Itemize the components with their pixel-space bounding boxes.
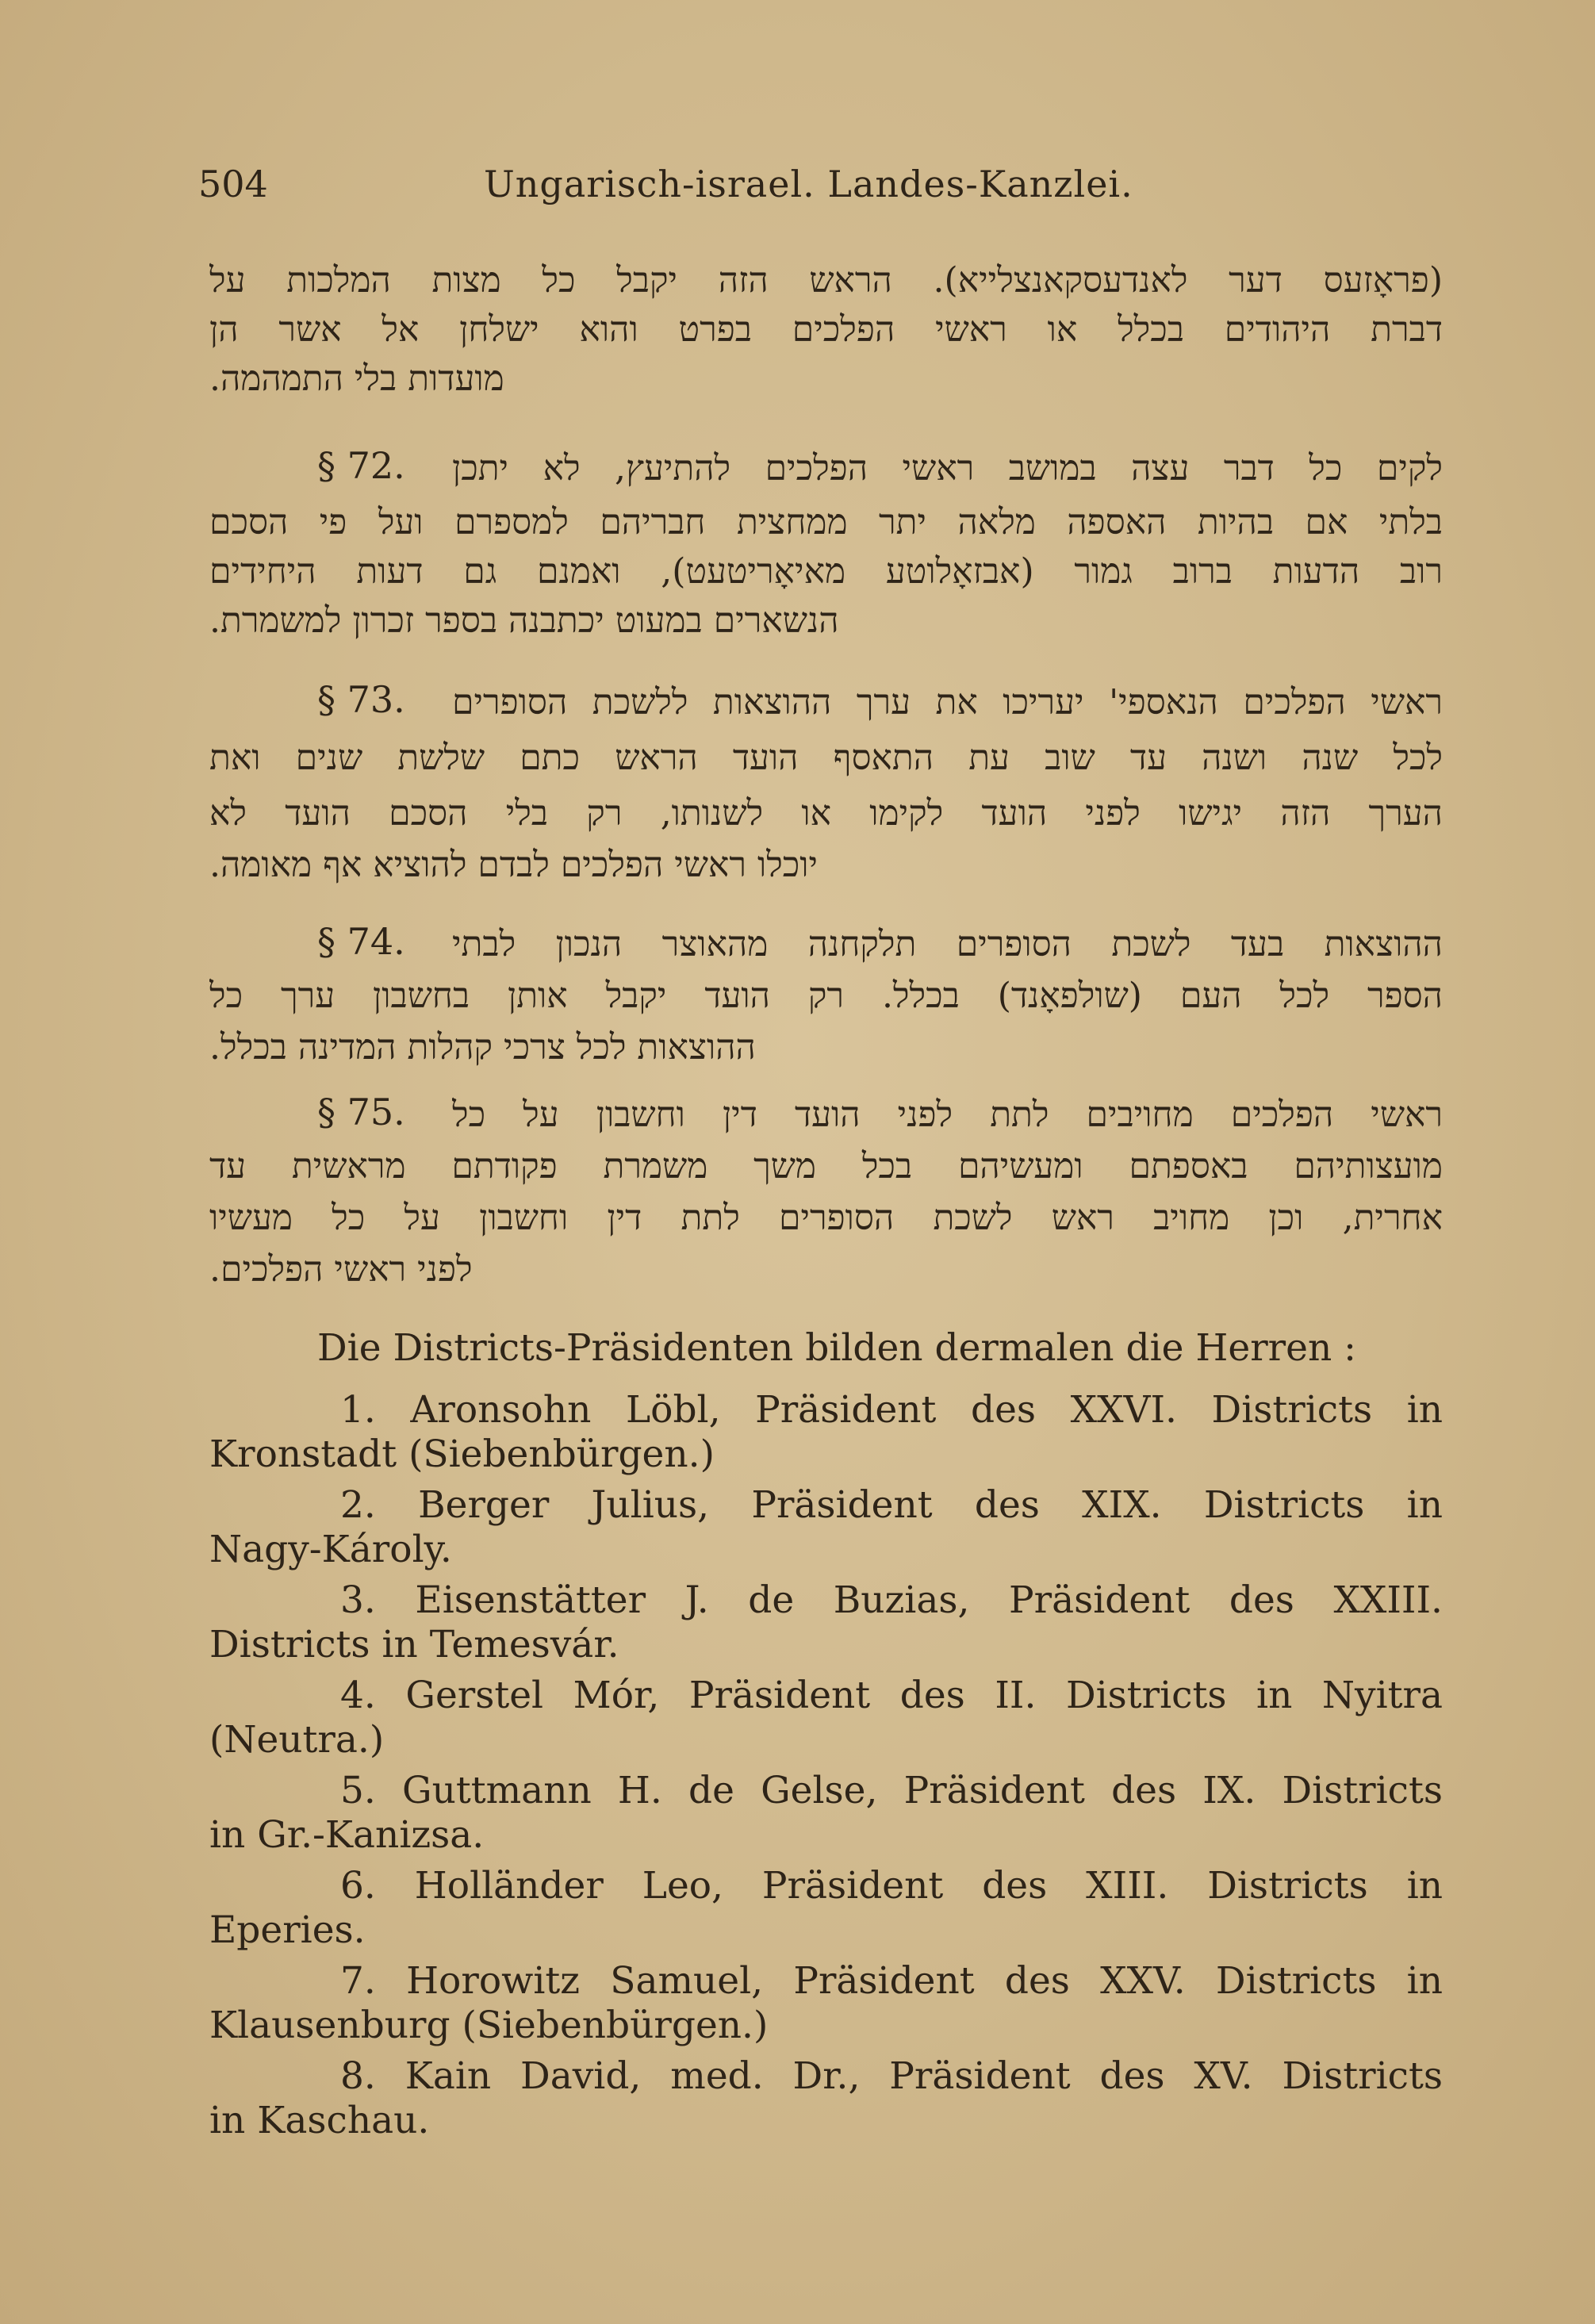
hebrew-line: (פראָזעס דער לאנדעסקאנצלייא). הראש הזה יקבל כל מצות המלכות על <box>209 260 1443 301</box>
list-item-line: 4. Gerstel Mór, Präsident des II. Districts in Nyitra <box>340 1674 1443 1717</box>
hebrew-line: ראשי הפלכים הנאספי' יעריכו את ערך ההוצאות ללשכת הסופרים <box>452 682 1443 723</box>
section-number: § 75. <box>317 1091 405 1133</box>
hebrew-line: ראשי הפלכים מחויבים לתת לפני הועד דין וחשבון על כל <box>452 1095 1443 1135</box>
hebrew-line: לקים כל דבר עצה במושב ראשי הפלכים להתיעץ, לא יתכן <box>452 448 1443 489</box>
hebrew-line: לפני ראשי הפלכים. <box>209 1249 473 1290</box>
list-item-line: in Gr.-Kanizsa. <box>209 1813 485 1857</box>
list-item-line: 3. Eisenstätter J. de Buzias, Präsident des XXIII. <box>340 1578 1443 1622</box>
hebrew-line: לכל שנה ושנה עד שוב עת התאסף הועד הראש כתם שלשת שנים ואת <box>209 738 1443 778</box>
list-item-line: in Kaschau. <box>209 2099 430 2142</box>
section-number: § 74. <box>317 920 405 963</box>
hebrew-line: רוב הדעות ברוב גמור (אבזאָלוטע מאיאָריטעט), ואמנם גם דעות היחידים <box>209 551 1443 592</box>
hebrew-line: בלתי אם בהיות האספה מלאה יתר ממחצית חבריהם למספרם ועל פי הסכם <box>209 502 1443 543</box>
hebrew-line: הערך הזה יגישו לפני הועד לקימו או לשנותו, רק בלי הסכם הועד לא <box>209 793 1443 834</box>
hebrew-line: יוכלו ראשי הפלכים לבדם להוציא אף מאומה. <box>209 845 819 885</box>
hebrew-line: מועצותיהם באספתם ומעשיהם בכל משך משמרת פקודתם מראשית עד <box>209 1146 1443 1187</box>
list-item-line: Klausenburg (Siebenbürgen.) <box>209 2004 769 2047</box>
list-item-line: 5. Guttmann H. de Gelse, Präsident des IX. Districts <box>340 1769 1443 1812</box>
hebrew-line: ההוצאות בעד לשכת הסופרים תלקחנה מהאוצר הנכון לבתי <box>452 924 1443 964</box>
section-number: § 72. <box>317 444 405 487</box>
running-title: Ungarisch-israel. Landes-Kanzlei. <box>484 163 1133 205</box>
list-item-line: (Neutra.) <box>209 1718 385 1762</box>
hebrew-line: ההוצאות לכל צרכי קהלות המדינה בכלל. <box>209 1027 756 1068</box>
list-item-line: 1. Aronsohn Löbl, Präsident des XXVI. Districts in <box>340 1388 1443 1432</box>
german-intro: Die Districts-Präsidenten bilden dermalen die Herren : <box>317 1326 1356 1370</box>
page-number: 504 <box>198 163 268 205</box>
hebrew-line: הספר לכל העם (שולפאָנד) בכלל. רק הועד יקבל אותן בחשבון ערך כל <box>209 976 1443 1016</box>
list-item-line: 8. Kain David, med. Dr., Präsident des XV. Districts <box>340 2054 1443 2098</box>
hebrew-line: הנשארים במעוט יכתבנה בספר זכרון למשמרת. <box>209 600 839 641</box>
list-item-line: Nagy-Károly. <box>209 1528 452 1571</box>
list-item-line: Kronstadt (Siebenbürgen.) <box>209 1432 715 1476</box>
hebrew-line: מועדות בלי התמהמה. <box>209 359 504 399</box>
page-header <box>198 163 1444 218</box>
list-item-line: Eperies. <box>209 1908 366 1952</box>
list-item-line: 7. Horowitz Samuel, Präsident des XXV. Districts in <box>340 1959 1443 2003</box>
list-item-line: 6. Holländer Leo, Präsident des XIII. Districts in <box>340 1864 1443 1908</box>
hebrew-line: דברת היהודים בכלל או ראשי הפלכים בפרט והוא ישלחן אל אשר הן <box>209 309 1443 350</box>
list-item-line: 2. Berger Julius, Präsident des XIX. Districts in <box>340 1483 1443 1527</box>
section-number: § 73. <box>317 678 405 721</box>
hebrew-line: אחרית, וכן מחויב ראש לשכת הסופרים לתת דין וחשבון על כל מעשיו <box>209 1198 1443 1238</box>
list-item-line: Districts in Temesvár. <box>209 1623 619 1666</box>
